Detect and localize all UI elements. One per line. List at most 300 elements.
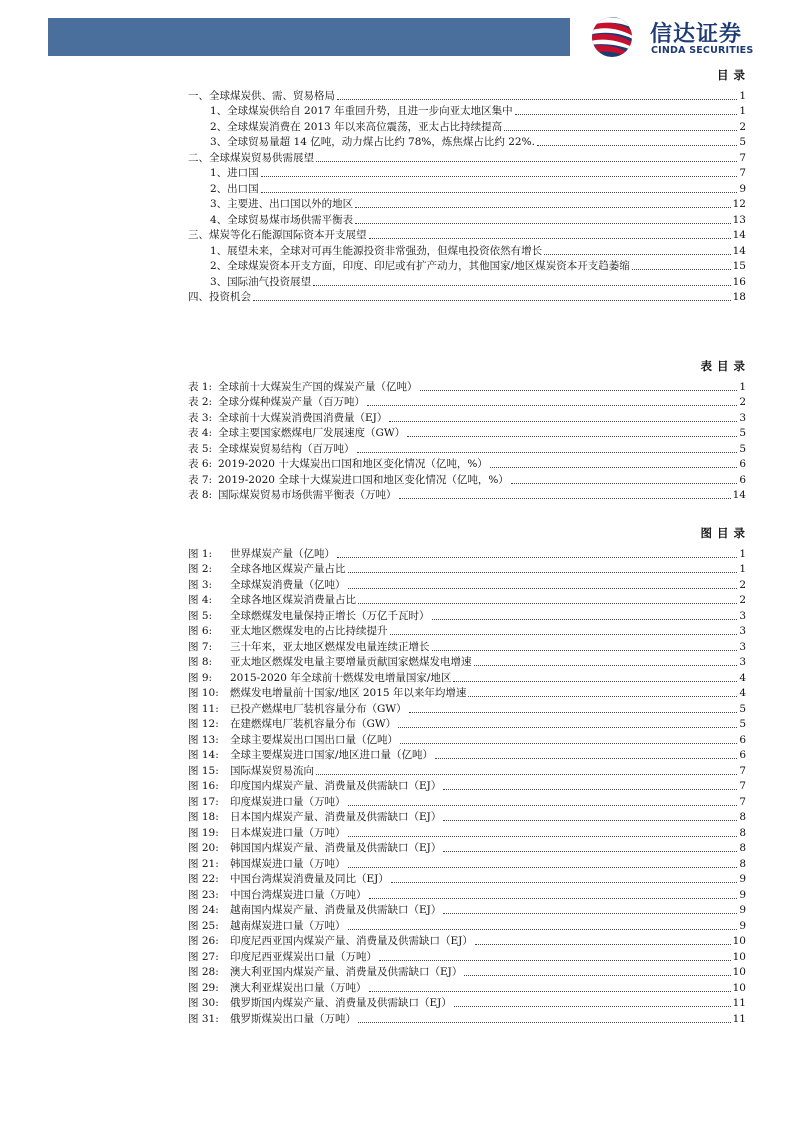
entry-number: 图 28: [188,966,219,978]
page-number: 8 [739,857,746,870]
dot-leader [369,991,731,992]
page-number: 6 [739,733,746,746]
entry-text: 已投产燃煤电厂装机容量分布（GW） [230,702,407,715]
toc-entry[interactable] [188,1010,746,1026]
dot-leader [358,603,737,604]
entry-text: 二、全球煤炭贸易供需展望 [188,151,314,164]
toc-entry[interactable] [188,592,746,608]
entry-text: 1、展望未来，全球对可再生能源投资非常强劲，但煤电投资依然有增长 [210,244,543,257]
dot-leader [369,898,738,899]
entry-label [188,229,367,242]
entry-label [188,889,367,902]
page-number: 2 [739,396,746,408]
entry-text: 燃煤发电增量前十国家/地区 2015 年以来年均增速 [230,687,467,699]
toc-entry[interactable] [188,623,746,639]
entry-number: 表 6: [188,458,213,470]
entry-label [210,183,259,196]
entry-number: 图 12: [188,718,219,730]
page-number: 14 [732,229,746,241]
dot-leader [358,1022,731,1023]
entry-text: 中国台湾煤炭消费量及同比（EJ） [230,873,389,885]
toc-entry[interactable] [188,456,746,472]
entry-label [188,548,335,561]
toc-entry[interactable] [188,700,746,716]
entry-label [188,811,441,824]
toc-entry[interactable] [188,824,746,840]
dot-leader [511,483,738,484]
entry-number: 图 10: [188,687,219,699]
entry-text: 1、进口国 [210,167,259,179]
page-number: 3 [739,411,746,424]
dot-leader [337,99,737,100]
toc-entry[interactable] [188,440,746,456]
toc-entry[interactable] [188,87,746,103]
entry-label [188,594,356,607]
page-number: 9 [739,904,746,916]
entry-label [188,734,398,747]
entry-label [188,997,452,1010]
entry-text: 澳大利亚国内煤炭产量、消费量及供需缺口（EJ） [230,966,463,978]
entry-text: 2019-2020 十大煤炭出口国和地区变化情况（亿吨，%） [218,458,488,470]
entry-number: 表 8: [188,489,213,501]
toc-entry[interactable] [188,425,746,441]
entry-text: 亚太地区燃煤发电量主要增量贡献国家燃煤发电增速 [230,656,472,668]
dot-leader [468,696,737,697]
entry-label [188,765,314,778]
page-number: 9 [739,873,746,885]
page-number: 12 [732,198,746,210]
entry-label [188,489,397,502]
dot-leader [348,836,738,837]
page-number: 8 [739,826,746,839]
toc-entry[interactable] [188,855,746,871]
entry-label [188,396,365,409]
entry-number: 图 15: [188,764,219,777]
toc-entry[interactable] [188,149,746,165]
entry-label [188,935,473,948]
toc-entry[interactable] [188,134,746,150]
toc-entry[interactable] [188,731,746,747]
dot-leader [337,557,737,558]
dot-leader [474,665,738,666]
toc-entry[interactable] [188,669,746,685]
page-number: 3 [739,609,746,622]
entry-number: 图 1: [188,547,213,560]
dot-leader [348,929,738,930]
entry-label [188,90,335,103]
toc-entry[interactable] [188,793,746,809]
dot-leader [348,572,738,573]
toc-entry[interactable] [188,409,746,425]
entry-text: 全球各地区煤炭消费量占比 [230,594,356,606]
dot-leader [261,176,738,177]
dot-leader [316,774,737,775]
dot-leader [443,789,737,790]
dot-leader [367,405,737,406]
entry-number: 表 3: [188,411,213,424]
page-number: 9 [739,182,746,195]
page-number: 7 [739,780,746,792]
page-number: 1 [739,380,746,393]
entry-text: 日本国内煤炭产量、消费量及供需缺口（EJ） [230,811,442,823]
dot-leader [400,743,737,744]
dot-leader [432,650,738,651]
dot-leader [253,300,731,301]
entry-label [188,579,346,592]
toc-entry[interactable] [188,902,746,918]
entry-label [188,982,367,995]
entry-number: 图 5: [188,609,213,622]
figures-index-list [188,545,746,1026]
dot-leader [504,130,737,131]
entry-number: 图 2: [188,563,213,575]
entry-number: 表 2: [188,396,213,408]
entry-number: 表 7: [188,473,213,486]
dot-leader [313,285,730,286]
page-number: 10 [732,981,746,994]
toc-entry[interactable] [188,289,746,305]
toc-entry[interactable] [188,394,746,410]
entry-text: 在建燃煤电厂装机容量分布（GW） [230,718,397,730]
toc-entry[interactable] [188,778,746,794]
page-number: 13 [732,213,746,226]
entry-label [210,167,259,180]
figures-index-title: 图目录 [700,526,750,540]
entry-text: 四、投资机会 [188,291,251,303]
tables-index [188,358,750,502]
cinda-logo-icon [582,14,646,60]
entry-number: 图 6: [188,625,213,637]
toc-entry[interactable] [188,118,746,134]
page-number: 2 [739,578,746,591]
dot-leader [515,114,738,115]
entry-number: 图 20: [188,842,219,854]
page-number: 5 [739,427,746,439]
page-number: 3 [739,640,746,653]
page-number: 10 [732,966,746,978]
dot-leader [453,681,737,682]
entry-number: 图 22: [188,873,219,885]
entry-text: 韩国国内煤炭产量、消费量及供需缺口（EJ） [230,842,442,854]
page-number: 7 [739,764,746,777]
page-number: 9 [739,888,746,901]
entry-text: 一、全球煤炭供、需、贸易格局 [188,89,335,102]
page-number: 4 [739,687,746,699]
page-number: 6 [739,749,746,761]
entry-number: 图 9: [188,671,213,684]
page-number: 14 [732,489,746,501]
entry-number: 图 25: [188,919,219,932]
entry-label [188,672,451,685]
entry-label [188,780,441,793]
page-number: 5 [739,136,746,148]
toc-entry[interactable] [188,576,746,592]
entry-text: 3、主要进、出口国以外的地区 [210,198,354,210]
entry-number: 表 4: [188,427,213,439]
page-number: 7 [739,167,746,179]
entry-label [188,381,418,394]
page-number: 14 [732,244,746,257]
toc-entry[interactable] [188,840,746,856]
entry-text: 全球主要煤炭进口国家/地区进口量（亿吨） [230,749,434,761]
dot-leader [369,238,731,239]
entry-text: 全球主要煤炭出口国出口量（亿吨） [230,733,398,746]
dot-leader [355,207,730,208]
entry-text: 2019-2020 全球十大煤炭进口国和地区变化情况（亿吨，%） [218,473,509,486]
entry-number: 图 13: [188,733,219,746]
entry-number: 图 8: [188,656,213,668]
entry-number: 图 21: [188,857,219,870]
entry-text: 全球煤炭消费量（亿吨） [230,578,346,591]
entry-number: 图 24: [188,904,219,916]
entry-text: 国际煤炭贸易市场供需平衡表（万吨） [218,489,397,501]
brand-name-en: CINDA SECURITIES [651,45,754,56]
page-number: 18 [732,291,746,303]
toc-entry[interactable] [188,685,746,701]
page-number: 4 [739,671,746,684]
toc-entry[interactable] [188,196,746,212]
entry-number: 图 16: [188,780,219,792]
dot-leader [316,161,737,162]
entry-text: 印度尼西亚国内煤炭产量、消费量及供需缺口（EJ） [230,935,473,947]
entry-label [188,656,472,669]
entry-text: 全球前十大煤炭生产国的煤炭产量（亿吨） [218,380,418,393]
entry-number: 图 29: [188,981,219,994]
toc-entry[interactable] [188,258,746,274]
entry-text: 全球主要国家燃煤电厂发展速度（GW） [218,427,406,439]
toc-entry[interactable] [188,809,746,825]
toc-entry[interactable] [188,871,746,887]
toc-entry[interactable] [188,607,746,623]
entry-number: 图 11: [188,702,219,715]
entry-label [210,260,630,273]
entry-text: 2015-2020 年全球前十燃煤发电增量国家/地区 [230,671,452,684]
dot-leader [435,758,737,759]
entry-label [188,152,314,165]
entry-text: 国际煤炭贸易流向 [230,764,314,777]
page-number: 8 [739,811,746,823]
dot-leader [443,820,737,821]
toc-entry[interactable] [188,964,746,980]
entry-label [188,443,355,456]
figures-index [188,525,750,1026]
entry-number: 表 5: [188,442,213,455]
dot-leader [407,436,737,437]
entry-number: 图 4: [188,594,213,606]
entry-label [188,641,430,654]
dot-leader [443,851,737,852]
entry-label [188,827,346,840]
toc-entry[interactable] [188,561,746,577]
page-number: 2 [739,594,746,606]
entry-label [188,412,387,425]
entry-text: 日本煤炭进口量（万吨） [230,826,346,839]
dot-leader [464,975,730,976]
page-number: 6 [739,473,746,486]
page-number: 5 [739,718,746,730]
entry-label [188,427,405,440]
page-number: 10 [732,950,746,963]
entry-label [210,198,353,211]
toc-entry[interactable] [188,886,746,902]
page-number: 16 [732,275,746,288]
page-number: 1 [739,547,746,560]
dot-leader [443,913,737,914]
entry-label [210,245,542,258]
page-number: 5 [739,442,746,455]
page-number: 1 [739,563,746,575]
entry-label [188,749,433,762]
header-bar [48,18,570,56]
page-number: 7 [739,795,746,808]
dot-leader [475,944,731,945]
entry-text: 2、全球煤炭资本开支方面，印度、印尼或有扩产动力，其他国家/地区煤炭资本开支趋萎缩 [210,260,630,272]
dot-leader [432,619,738,620]
entry-label [188,920,346,933]
entry-text: 印度尼西亚煤炭出口量（万吨） [230,950,377,963]
page-number: 15 [732,260,746,272]
dot-leader [390,634,738,635]
toc-entry[interactable] [188,180,746,196]
entry-text: 1、全球煤炭供给自 2017 年重回升势，且进一步向亚太地区集中 [210,105,513,117]
page-number: 6 [739,458,746,470]
toc-entry[interactable] [188,211,746,227]
entry-label [188,718,396,731]
entry-text: 俄罗斯国内煤炭产量、消费量及供需缺口（EJ） [230,997,452,1009]
dot-leader [357,452,738,453]
brand-name-cn: 信达证券 [650,22,743,47]
entry-text: 三十年来，亚太地区燃煤发电量连续正增长 [230,640,430,653]
toc-entry[interactable] [188,227,746,243]
toc-entry[interactable] [188,716,746,732]
tables-index-list [188,378,746,502]
entry-number: 图 7: [188,640,213,653]
toc-entry[interactable] [188,242,746,258]
entry-text: 越南国内煤炭产量、消费量及供需缺口（EJ） [230,904,442,916]
entry-text: 世界煤炭产量（亿吨） [230,547,335,560]
entry-text: 印度国内煤炭产量、消费量及供需缺口（EJ） [230,780,442,792]
entry-label [188,1013,356,1026]
toc-entry[interactable] [188,948,746,964]
entry-label [188,458,488,471]
page-number: 3 [739,656,746,668]
entry-label [188,842,441,855]
entry-text: 3、国际油气投资展望 [210,275,312,288]
entry-number: 图 18: [188,811,219,823]
entry-text: 全球前十大煤炭消费国消费量（EJ） [218,411,388,424]
dot-leader [348,588,738,589]
entry-text: 亚太地区燃煤发电的占比持续提升 [230,625,388,637]
dot-leader [355,223,730,224]
page-number: 11 [732,1012,746,1025]
dot-leader [379,960,731,961]
page-number: 3 [739,625,746,637]
dot-leader [348,805,738,806]
entry-number: 图 23: [188,888,219,901]
entry-label [210,214,353,227]
toc-entry[interactable] [188,933,746,949]
entry-text: 全球燃煤发电量保持正增长（万亿千瓦时） [230,609,430,622]
dot-leader [544,254,730,255]
entry-label [188,625,388,638]
page-number: 8 [739,842,746,854]
entry-label [210,121,502,134]
entry-text: 2、出口国 [210,182,259,195]
entry-label [210,105,513,118]
entry-text: 全球煤炭贸易结构（百万吨） [218,442,355,455]
dot-leader [261,192,738,193]
toc-entry[interactable] [188,545,746,561]
entry-text: 4、全球贸易煤市场供需平衡表 [210,213,354,226]
entry-label [188,951,377,964]
toc-entry[interactable] [188,654,746,670]
entry-number: 图 19: [188,826,219,839]
tables-index-title: 表目录 [700,359,750,373]
entry-number: 图 27: [188,950,219,963]
page-number: 11 [732,997,746,1009]
toc-list [188,87,746,304]
entry-label [188,291,251,304]
entry-label [188,703,407,716]
toc-entry[interactable] [188,979,746,995]
toc-entry[interactable] [188,762,746,778]
entry-text: 全球分煤种煤炭产量（百万吨） [218,396,365,408]
page-number: 7 [739,151,746,164]
toc-entry[interactable] [188,103,746,119]
dot-leader [391,882,737,883]
toc-entry[interactable] [188,995,746,1011]
toc-entry[interactable] [188,165,746,181]
toc-entry[interactable] [188,747,746,763]
dot-leader [409,712,738,713]
entry-label [188,610,430,623]
entry-label [188,858,346,871]
entry-text: 三、煤炭等化石能源国际资本开支展望 [188,229,367,241]
dot-leader [398,727,737,728]
toc-entry[interactable] [188,917,746,933]
dot-leader [537,145,737,146]
entry-label [188,563,346,576]
entry-text: 俄罗斯煤炭出口量（万吨） [230,1012,356,1025]
dot-leader [420,390,738,391]
dot-leader [389,421,737,422]
dot-leader [632,269,731,270]
entry-text: 越南煤炭进口量（万吨） [230,919,346,932]
dot-leader [454,1006,731,1007]
entry-label [188,796,346,809]
toc-entry[interactable] [188,273,746,289]
table-of-contents [188,67,750,304]
toc-entry[interactable] [188,471,746,487]
entry-number: 图 30: [188,997,219,1009]
entry-number: 图 26: [188,935,219,947]
entry-label [188,474,509,487]
toc-entry[interactable] [188,487,746,503]
entry-label [188,966,462,979]
entry-text: 韩国煤炭进口量（万吨） [230,857,346,870]
toc-entry[interactable] [188,378,746,394]
page-number: 10 [732,935,746,947]
entry-label [210,136,535,149]
entry-label [188,904,441,917]
toc-entry[interactable] [188,638,746,654]
entry-number: 表 1: [188,380,213,393]
entry-number: 图 31: [188,1012,219,1025]
dot-leader [399,498,731,499]
page-number: 1 [739,89,746,102]
entry-text: 2、全球煤炭消费在 2013 年以来高位震荡，亚太占比持续提高 [210,120,503,133]
entry-label [188,687,466,700]
